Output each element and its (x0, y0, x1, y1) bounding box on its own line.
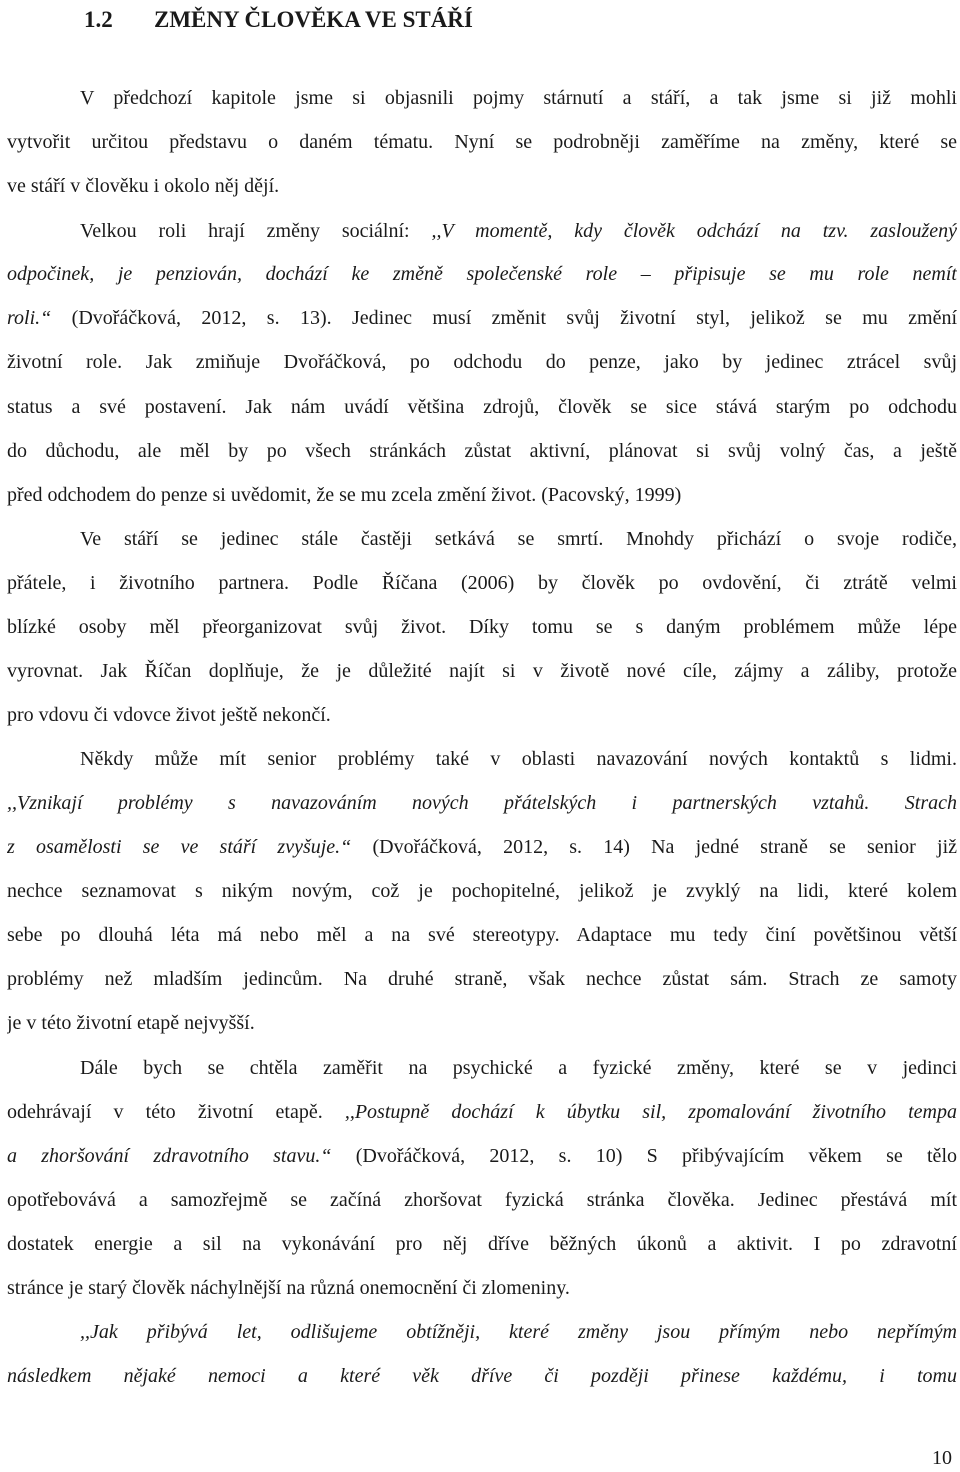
quote-text: ,,Jak přibývá let, odlišujeme obtížněji, které změny jsou přímým nebo nepřímým (80, 1321, 957, 1343)
text-line (7, 259, 957, 289)
text-line (7, 1185, 957, 1215)
text-line (7, 788, 957, 818)
text-segment: Dále bych se chtěla zaměřit na psychické a fyzické změny, které se v jedinci (80, 1057, 957, 1079)
text-segment: status a své postavení. Jak nám uvádí většina zdrojů, člověk se sice stává starým po odchodu (7, 396, 957, 418)
section-title: ZMĚNY ČLOVĚKA VE STÁŘÍ (154, 7, 473, 32)
text-line (7, 1273, 957, 1303)
text-line (7, 832, 957, 862)
text-line (7, 303, 957, 333)
text-segment: stránce je starý člověk náchylnější na různá onemocnění či zlomeniny. (7, 1277, 570, 1299)
section-number: 1.2 (84, 7, 113, 32)
text-segment: problémy než mladším jedincům. Na druhé straně, však nechce zůstat sám. Strach ze samoty (7, 968, 957, 990)
text-line (7, 347, 957, 377)
text-segment: vytvořit určitou představu o daném tématu. Nyní se podrobněji zaměříme na změny, které se (7, 131, 957, 153)
text-line (7, 700, 957, 730)
text-segment: Někdy může mít senior problémy také v oblasti navazování nových kontaktů s lidmi. (80, 748, 957, 770)
text-line (7, 171, 957, 201)
text-line (7, 568, 957, 598)
text-segment: je v této životní etapě nejvyšší. (7, 1012, 255, 1034)
text-segment: (Dvořáčková, 2012, s. 14) Na jedné straně se senior již (351, 836, 957, 858)
text-segment: pro vdovu či vdovce život ještě nekončí. (7, 704, 331, 726)
text-segment: blízké osoby měl přeorganizovat svůj život. Díky tomu se s daným problémem může lépe (7, 616, 957, 638)
text-segment: ve stáří v člověku i okolo něj dějí. (7, 175, 280, 197)
text-line (80, 1317, 957, 1347)
quote-text: ,,Postupně dochází k úbytku sil, zpomalování životního tempa (344, 1101, 957, 1123)
text-segment: životní role. Jak zmiňuje Dvořáčková, po odchodu do penze, jako by jedinec ztrácel svůj (7, 351, 957, 373)
text-line (7, 1229, 957, 1259)
quote-text: a zhoršování zdravotního stavu.“ (7, 1145, 332, 1167)
text-segment: před odchodem do penze si uvědomit, že se mu zcela změní život. (Pacovský, 1999) (7, 484, 682, 506)
text-segment: sebe po dlouhá léta má nebo měl a na své stereotypy. Adaptace mu tedy činí povětšinou větší (7, 924, 957, 946)
text-segment: V předchozí kapitole jsme si objasnili pojmy stárnutí a stáří, a tak jsme si již mohli (80, 87, 957, 109)
text-segment: (Dvořáčková, 2012, s. 13). Jedinec musí změnit svůj životní styl, jelikož se mu změní (51, 307, 957, 329)
text-line (80, 216, 957, 246)
text-line (7, 436, 957, 466)
text-line (80, 1053, 957, 1083)
text-line (7, 1008, 957, 1038)
page-number: 10 (932, 1447, 952, 1469)
text-line (7, 1141, 957, 1171)
text-line (7, 127, 957, 157)
text-segment: vyrovnat. Jak Říčan doplňuje, že je důležité najít si v životě nové cíle, zájmy a záliby, protože (7, 660, 957, 682)
text-line (7, 480, 957, 510)
text-line (80, 524, 957, 554)
text-line (7, 656, 957, 686)
quote-text: následkem nějaké nemoci a které věk dříve či později přinese každému, i tomu (7, 1365, 957, 1387)
text-segment: nechce seznamovat s nikým novým, což je pochopitelné, jelikož je zvyklý na lidi, které kolem (7, 880, 957, 902)
quote-text: ,,Vznikají problémy s navazováním nových přátelských i partnerských vztahů. Strach (7, 792, 957, 814)
quote-text: z osamělosti se ve stáří zvyšuje.“ (7, 836, 352, 858)
quote-text: odpočinek, je penziován, dochází ke změně společenské role – připisuje se mu role nemít (7, 263, 957, 285)
text-line (7, 1097, 957, 1127)
text-segment: Velkou roli hrají změny sociální: (80, 220, 432, 242)
text-line (80, 83, 957, 113)
quote-text: roli.“ (7, 307, 52, 329)
text-line (7, 392, 957, 422)
text-segment: Ve stáří se jedinec stále častěji setkává se smrtí. Mnohdy přichází o svoje rodiče, (80, 528, 957, 550)
section-heading (84, 0, 473, 40)
text-line (80, 744, 957, 774)
text-segment: opotřebovává a samozřejmě se začíná zhoršovat fyzická stránka člověka. Jedinec přestává mít (7, 1189, 957, 1211)
text-segment: dostatek energie a sil na vykonávání pro něj dříve běžných úkonů a aktivit. I po zdravotní (7, 1233, 957, 1255)
quote-text: ,,V momentě, kdy člověk odchází na tzv. zasloužený (431, 220, 957, 242)
text-line (7, 612, 957, 642)
text-line (7, 876, 957, 906)
text-segment: do důchodu, ale měl by po všech stránkách zůstat aktivní, plánovat si svůj volný čas, a ještě (7, 440, 957, 462)
text-line (7, 920, 957, 950)
text-segment: přátele, i životního partnera. Podle Říčana (2006) by člověk po ovdovění, či ztrátě velmi (7, 572, 957, 594)
text-segment: odehrávají v této životní etapě. (7, 1101, 345, 1123)
text-line (7, 1361, 957, 1391)
text-line (7, 964, 957, 994)
text-segment: (Dvořáčková, 2012, s. 10) S přibývajícím věkem se tělo (331, 1145, 957, 1167)
